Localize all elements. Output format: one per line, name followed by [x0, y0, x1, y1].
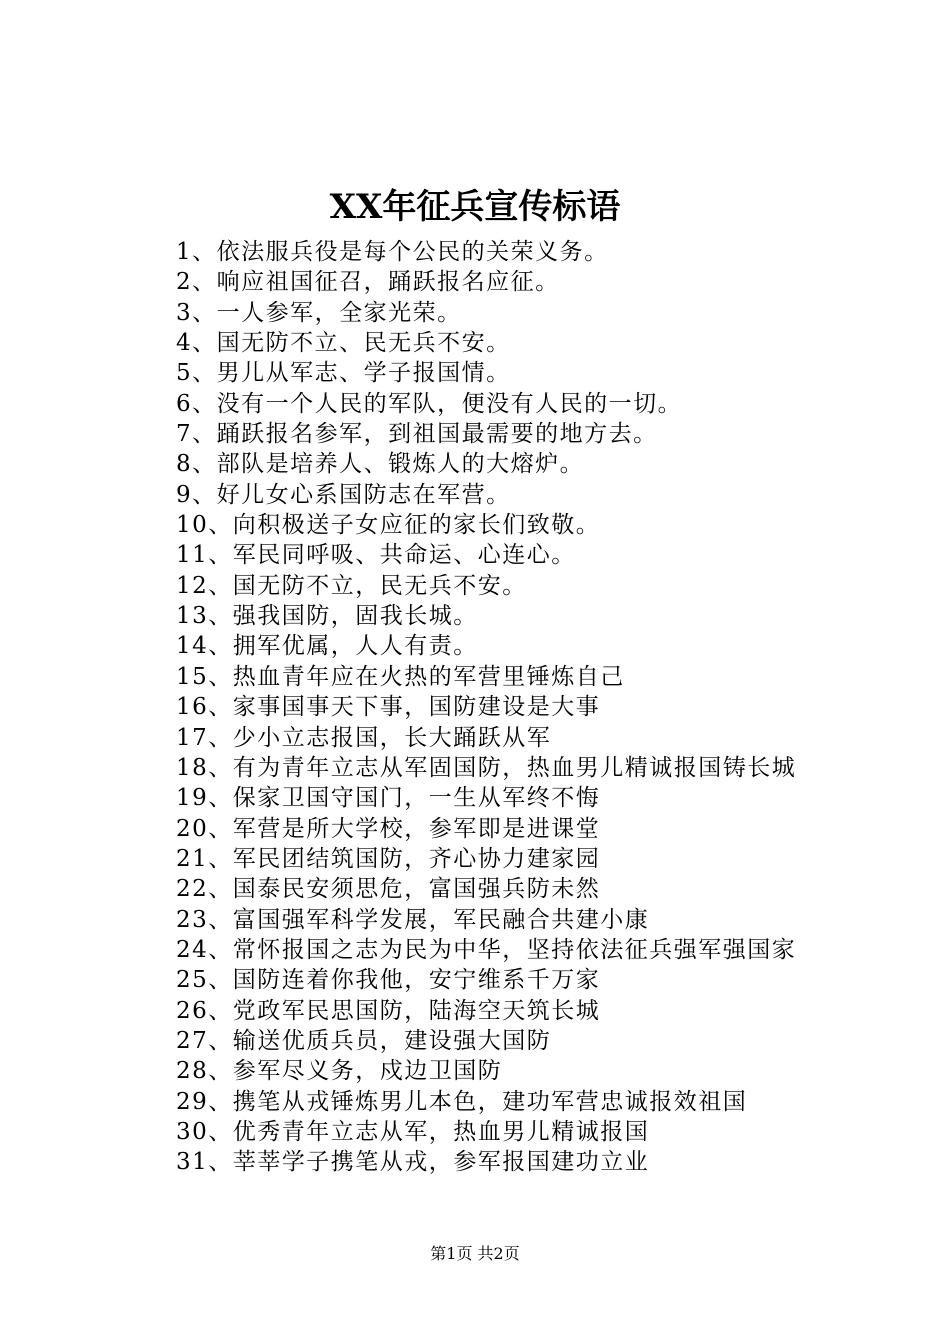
list-item: 15、热血青年应在火热的军营里锤炼自己: [176, 663, 625, 690]
list-item: 9、好儿女心系国防志在军营。: [176, 481, 511, 508]
list-item: 7、踊跃报名参军，到祖国最需要的地方去。: [176, 421, 658, 448]
list-item: 8、部队是培养人、锻炼人的大熔炉。: [176, 451, 585, 478]
list-item: 3、一人参军，全家光荣。: [176, 299, 462, 326]
list-item: 17、少小立志报国，长大踊跃从军: [176, 724, 552, 751]
list-item: 25、国防连着你我他，安宁维系千万家: [176, 967, 601, 994]
list-item: 29、携笔从戎锤炼男儿本色，建功军营忠诚报效祖国: [176, 1088, 748, 1115]
list-item: 6、没有一个人民的军队，便没有人民的一切。: [176, 390, 683, 417]
list-item: 21、军民团结筑国防，齐心协力建家园: [176, 845, 601, 872]
list-item: 10、向积极送子女应征的家长们致敬。: [176, 512, 601, 539]
page-footer: 第1页 共2页: [430, 1244, 520, 1263]
list-item: 30、优秀青年立志从军，热血男儿精诚报国: [176, 1118, 650, 1145]
list-item: 1、依法服兵役是每个公民的关荣义务。: [176, 239, 609, 265]
list-item: 31、莘莘学子携笔从戎，参军报国建功立业: [176, 1149, 650, 1176]
list-item: 4、国无防不立、民无兵不安。: [176, 330, 511, 357]
list-item: 2、响应祖国征召，踊跃报名应征。: [176, 269, 560, 296]
list-item: 20、军营是所大学校，参军即是进课堂: [176, 815, 601, 842]
list-item: 14、拥军优属，人人有责。: [176, 633, 478, 660]
list-item: 13、强我国防，固我长城。: [176, 603, 478, 630]
list-item: 11、军民同呼吸、共命运、心连心。: [176, 542, 576, 569]
list-item: 5、男儿从军志、学子报国情。: [176, 360, 511, 387]
list-item: 27、输送优质兵员，建设强大国防: [176, 1027, 552, 1054]
slogan-list: [176, 237, 876, 1178]
list-item: 28、参军尽义务，戍边卫国防: [176, 1058, 503, 1085]
list-item: 19、保家卫国守国门，一生从军终不悔: [176, 785, 601, 812]
document-title: XX年征兵宣传标语: [329, 187, 621, 227]
list-item: 23、富国强军科学发展，军民融合共建小康: [176, 906, 650, 933]
list-item: 26、党政军民思国防，陆海空天筑长城: [176, 997, 601, 1024]
list-item: 22、国泰民安须思危，富国强兵防未然: [176, 876, 601, 903]
list-item: 24、常怀报国之志为民为中华，坚持依法征兵强军强国家: [176, 936, 797, 963]
list-item: 18、有为青年立志从军固国防，热血男儿精诚报国铸长城: [176, 754, 797, 781]
list-item: 16、家事国事天下事，国防建设是大事: [176, 694, 601, 721]
list-item: 12、国无防不立，民无兵不安。: [176, 572, 527, 599]
